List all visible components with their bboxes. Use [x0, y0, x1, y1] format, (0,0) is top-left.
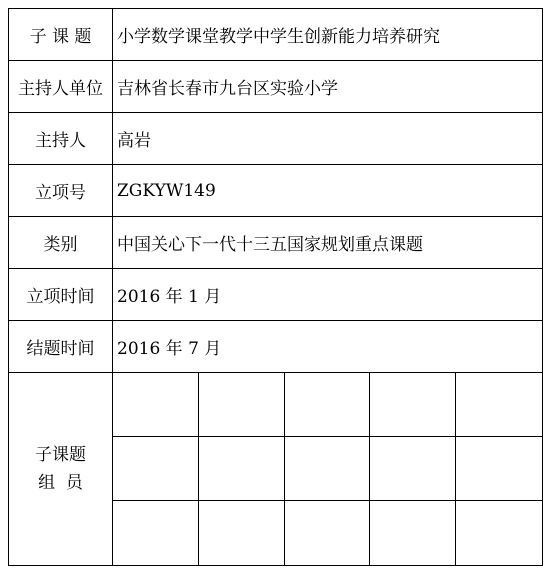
member-cell	[285, 373, 371, 437]
member-cell	[113, 501, 199, 565]
row-completion-date	[9, 321, 543, 373]
project-info-table	[8, 8, 543, 566]
row-approval-date	[9, 269, 543, 321]
value-project-number: ZGKYW149	[113, 165, 543, 217]
member-cell	[370, 373, 456, 437]
label-completion-date: 结题时间	[9, 321, 113, 373]
label-host: 主持人	[9, 113, 113, 165]
value-host: 高岩	[113, 113, 543, 165]
label-host-unit: 主持人单位	[9, 61, 113, 113]
label-subtopic: 子 课 题	[9, 9, 113, 61]
row-host	[9, 113, 543, 165]
row-category	[9, 217, 543, 269]
member-cell	[285, 437, 371, 501]
row-subtopic	[9, 9, 543, 61]
value-approval-date: 2016 年 1 月	[113, 269, 543, 321]
member-cell	[370, 437, 456, 501]
member-cell	[456, 373, 542, 437]
label-members-line1: 子课题	[35, 445, 86, 465]
label-category: 类别	[9, 217, 113, 269]
row-project-number	[9, 165, 543, 217]
value-host-unit: 吉林省长春市九台区实验小学	[113, 61, 543, 113]
label-project-number: 立项号	[9, 165, 113, 217]
member-cell	[199, 373, 285, 437]
label-members-line2: 组 员	[38, 473, 83, 493]
value-subtopic: 小学数学课堂教学中学生创新能力培养研究	[113, 9, 543, 61]
member-cell	[199, 437, 285, 501]
member-cell	[285, 501, 371, 565]
member-cell	[113, 373, 199, 437]
label-members	[9, 373, 113, 566]
value-completion-date: 2016 年 7 月	[113, 321, 543, 373]
member-cell	[199, 501, 285, 565]
member-cell	[370, 501, 456, 565]
member-cell	[456, 437, 542, 501]
member-cell	[113, 437, 199, 501]
row-host-unit	[9, 61, 543, 113]
value-category: 中国关心下一代十三五国家规划重点课题	[113, 217, 543, 269]
member-cell	[456, 501, 542, 565]
label-approval-date: 立项时间	[9, 269, 113, 321]
row-members	[9, 373, 543, 566]
members-grid	[113, 373, 542, 565]
members-grid-cell	[113, 373, 543, 566]
